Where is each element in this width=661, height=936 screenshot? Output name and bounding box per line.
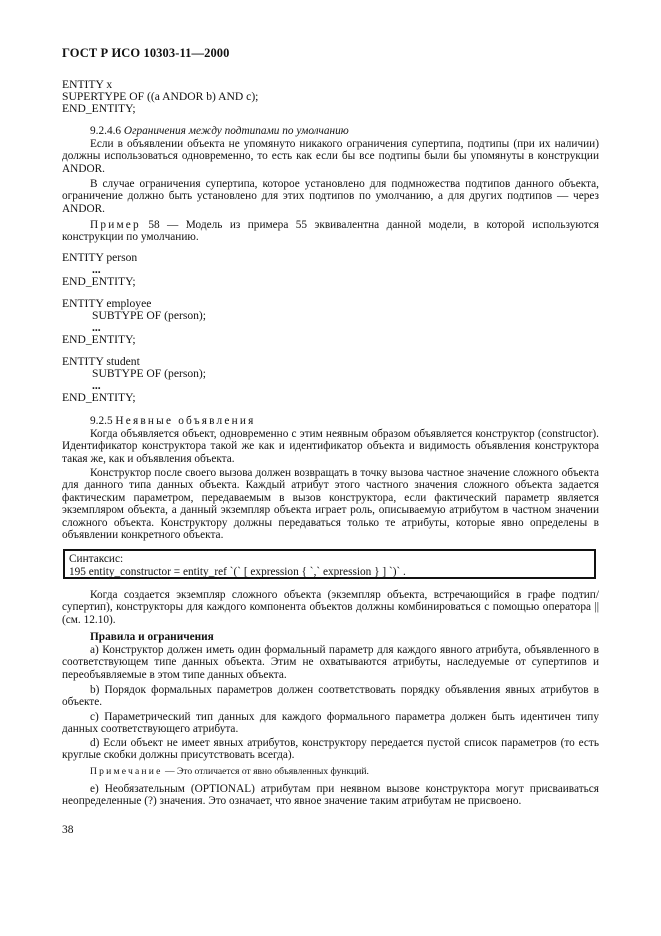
code-block-person [62, 252, 137, 288]
paragraph: Когда создается экземпляр сложного объекта (экземпляр объекта, встречающийся в графе подтип/супертип), конструкторы для каждого компонента объектов должны комбинироваться с помощью оператора || (см. 12.10). [62, 589, 599, 626]
code-block-student [62, 356, 206, 404]
section-title: Неявные объявления [115, 415, 256, 427]
code-block-employee [62, 298, 206, 346]
code-line: END_ENTITY; [62, 333, 136, 346]
code-line: END_ENTITY; [62, 391, 136, 404]
syntax-rule: 195 entity_constructor = entity_ref `(` [ expression { `,` expression } ] `)` . [69, 566, 406, 578]
rule-item-c: с) Параметрический тип данных для каждого формального параметра должен быть идентичен типу данных соответствующего атрибута. [62, 711, 599, 736]
rule-item-a: а) Конструктор должен иметь один формальный параметр для каждого явного атрибута, объявленного в соответствующем типе данных объекта. Этим не охватываются атрибуты, наследуемые от супертипов и переобъявляемые в этом типе данных объекта. [62, 644, 599, 681]
code-line: SUPERTYPE OF ((a ANDOR b) AND c); [62, 90, 259, 103]
syntax-box [63, 549, 596, 579]
code-line: ENTITY person [62, 251, 138, 264]
note-label: Примечание [90, 766, 163, 777]
note [62, 766, 599, 778]
code-block-entity-x [62, 79, 258, 115]
document-header: ГОСТ Р ИСО 10303-11—2000 [62, 46, 230, 60]
code-line: ... [92, 263, 101, 276]
syntax-label: Синтаксис: [69, 553, 124, 565]
code-line: SUBTYPE OF (person); [92, 367, 207, 380]
rule-item-e: е) Необязательным (OPTIONAL) атрибутам при неявном вызове конструктора могут присваиваться неопределенные (?) значения. Это означает, что явное значение таким атрибутам не присвоено. [62, 783, 599, 808]
rule-item-b: b) Порядок формальных параметров должен соответствовать порядку объявления явных атрибутов в объекте. [62, 684, 599, 709]
paragraph: Конструктор после своего вызова должен возвращать в точку вызова частное значение сложного объекта для данного типа данных объекта. Каждый атрибут этого частного значения сложного объекта задается фактическим параметром, передаваемым в вызов конструктора, если фактический параметр является экземпляром объекта, а данный экземпляр объекта играет роль, описываемую атрибутом в частном значении сложного объекта. Конструктору должны передаваться только те атрибуты, которые явно определены в объявлении конкретного объекта. [62, 467, 599, 542]
code-line: ... [92, 379, 101, 392]
example-paragraph [62, 219, 599, 244]
code-line: ENTITY employee [62, 297, 152, 310]
paragraph: Когда объявляется объект, одновременно с этим неявным образом объявляется конструктор (constructor). Идентификатор конструктора такой же как и идентификатор объекта и видимость объявления конструктора такая же, как и объявления объекта. [62, 428, 599, 465]
example-label: Пример [90, 219, 141, 231]
example-text: 58 — Модель из примера 55 эквивалентна данной модели, в которой используются конструкции по умолчанию. [62, 219, 599, 244]
paragraph: Если в объявлении объекта не упомянуто никакого ограничения супертипа, подтипы (при их наличии) должны использоваться одновременно, то есть как если бы все подтипы были бы упомянуты в конструкции ANDOR. [62, 138, 599, 175]
code-line: END_ENTITY; [62, 275, 136, 288]
code-line: ENTITY x [62, 78, 113, 91]
section-925-heading [62, 415, 599, 427]
rule-item-d: d) Если объект не имеет явных атрибутов, конструктору передается пустой список параметров (то есть круглые скобки должны присутствовать всегда). [62, 737, 599, 762]
note-text: — Это отличается от явно объявленных функций. [162, 766, 369, 777]
code-line: SUBTYPE OF (person); [92, 309, 207, 322]
section-number: 9.2.4.6 [90, 125, 122, 137]
section-title: Ограничения между подтипами по умолчанию [123, 125, 349, 137]
code-line: END_ENTITY; [62, 102, 136, 115]
page-number: 38 [62, 824, 74, 836]
section-9246-heading [62, 125, 599, 137]
section-number: 9.2.5 [90, 415, 113, 427]
code-line: ENTITY student [62, 355, 140, 368]
code-line: ... [92, 321, 101, 334]
paragraph: В случае ограничения супертипа, которое установлено для подмножества подтипов данного объекта, ограничение должно быть установлено для этих подтипов по умолчанию, а для других подтипов — через ANDOR. [62, 178, 599, 215]
rules-heading: Правила и ограничения [90, 631, 214, 643]
